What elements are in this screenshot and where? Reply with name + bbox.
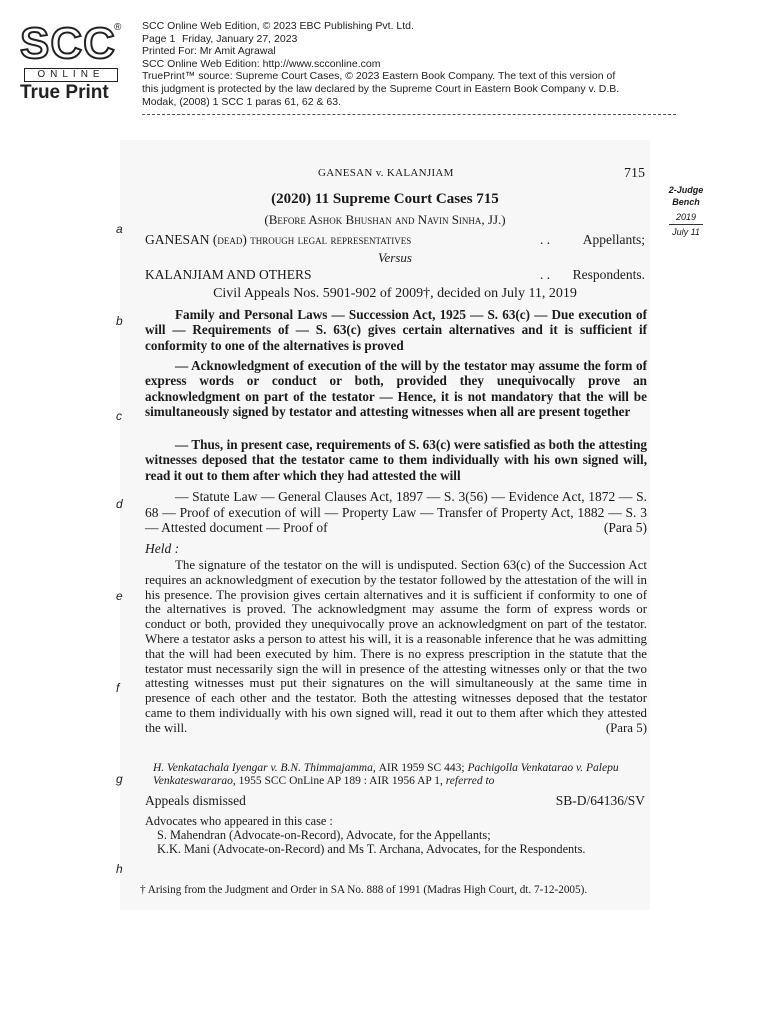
headnote-3: — Thus, in present case, requirements of S. 63(c) were satisfied as both the attesting witnesses deposed that the testator came to them individually with his own signed will, read it out to them after which they had attested the will xyxy=(145,437,647,483)
meta-page-label: Page 1 xyxy=(142,32,176,45)
appellant-role: Appellants; xyxy=(582,232,645,247)
reference-2-citation: 1955 SCC OnLine AP 189 : AIR 1956 AP 1, xyxy=(238,775,443,788)
reference-1: H. Venkatachala Iyengar v. B.N. Thimmajamma, xyxy=(153,762,376,774)
advocates-heading: Advocates who appeared in this case : xyxy=(145,814,333,828)
side-note-bench: Bench xyxy=(672,197,700,207)
held-label: Held : xyxy=(145,541,180,556)
margin-letter-h: h xyxy=(116,862,123,876)
reference-tail: referred to xyxy=(445,775,495,788)
bench-judges: (Before Ashok Bhushan and Navin Sinha, JJ.) xyxy=(264,212,506,227)
disposal-text: Appeals dismissed xyxy=(145,793,246,808)
meta-page-line xyxy=(142,33,662,46)
side-note-year: 2019 xyxy=(675,212,697,222)
advocates-respondents: K.K. Mani (Advocate-on-Record) and Ms T. Archana, Advocates, for the Respondents. xyxy=(157,842,586,857)
running-title: GANESAN v. KALANJIAM xyxy=(318,167,454,179)
respondent-name: KALANJIAM AND OTHERS xyxy=(145,267,312,282)
side-note-date: July 11 xyxy=(672,227,700,237)
margin-letter-f: f xyxy=(116,681,120,695)
keywords-text: — Statute Law — General Clauses Act, 1897 — S. 3(56) — Evidence Act, 1872 — S. 68 — Proof of execution of will — Property Law — Transfer of Property Act, 1882 — S. 3 — Attested document — Proof of xyxy=(145,489,647,536)
held-text: The signature of the testator on the will is undisputed. Section 63(c) of the Succession Act requires an acknowledgment of execution by the testator followed by the attestation of the will in his presence. The provision gives certain alternatives and it is sufficient if conformity to one of the alternatives is proved. The acknowledgment may assume the form of express words or conduct or both, provided they unequivocally prove an acknowledgment on part of the testator. Where a testator asks a person to attest his will, it is a reasonable inference that he was admitting that the will had been executed by him. There is no express prescription in the statute that the testator must necessarily sign the will in presence of the attesting witnesses only or that the two attesting witnesses must put their signatures on the will simultaneously at the same time in presence of each other and the testator. Both the attesting witnesses deposed that the testator came to them individually with his own signed will, read it out to them after which they attested the will. xyxy=(145,558,647,735)
appellant-name: GANESAN (dead) through legal representatives xyxy=(145,232,412,247)
side-note xyxy=(656,184,716,238)
margin-letter-g: g xyxy=(116,772,123,786)
meta-trueprint-source: TruePrint™ source: Supreme Court Cases, © 2023 Eastern Book Company. The text of this version of xyxy=(142,70,616,83)
held-paragraph xyxy=(145,558,647,736)
appellant-dots: . . xyxy=(540,232,551,247)
keywords-para-ref: (Para 5) xyxy=(603,520,647,536)
side-note-bench-size: 2-Judge xyxy=(668,185,704,195)
advocates-appellants: S. Mahendran (Advocate-on-Record), Advocate, for the Appellants; xyxy=(157,828,491,843)
respondent-dots: . . xyxy=(540,267,551,282)
print-metadata xyxy=(142,20,662,108)
logo-true-print-text: True Print xyxy=(20,82,109,103)
margin-letter-b: b xyxy=(116,314,123,328)
meta-modak-citation: Modak, (2008) 1 SCC 1 paras 61, 62 & 63. xyxy=(142,95,342,108)
case-citation: (2020) 11 Supreme Court Cases 715 xyxy=(271,191,499,207)
keywords-paragraph xyxy=(145,489,647,536)
logo-registered-mark: ® xyxy=(114,22,122,33)
meta-copyright: SCC Online Web Edition, © 2023 EBC Publishing Pvt. Ltd. xyxy=(142,20,414,32)
page-number: 715 xyxy=(624,166,645,181)
meta-printed-for: Printed For: Mr Amit Agrawal xyxy=(142,45,276,58)
scc-online-logo xyxy=(16,19,134,106)
print-header xyxy=(8,14,768,120)
meta-page-date: Friday, January 27, 2023 xyxy=(182,32,298,45)
sb-code: SB-D/64136/SV xyxy=(555,793,645,808)
margin-letter-d: d xyxy=(116,497,123,511)
headnote-2: — Acknowledgment of execution of the will by the testator may assume the form of express words or conduct or both, provided they unequivocally prove an acknowledgment on part of the testator — Hence, it is not mandatory that the will be simultaneously signed by testator and attesting witnesses when all are present together xyxy=(145,358,647,420)
held-para-ref: (Para 5) xyxy=(605,720,647,735)
bench-line xyxy=(120,212,650,228)
header-divider xyxy=(142,114,676,115)
margin-letter-a: a xyxy=(116,222,123,236)
margin-letter-e: e xyxy=(116,589,123,603)
references xyxy=(153,762,647,788)
logo-online-text: ONLINE xyxy=(24,68,118,82)
margin-letter-c: c xyxy=(116,409,122,423)
case-number-line: Civil Appeals Nos. 5901-902 of 2009†, decided on July 11, 2019 xyxy=(213,286,577,301)
logo-scc-text: SCC xyxy=(20,19,116,68)
respondent-role: Respondents. xyxy=(572,267,645,282)
advocates-block xyxy=(145,814,647,857)
meta-protection-notice: this judgment is protected by the law declared by the Supreme Court in Eastern Book Company v. D.B. xyxy=(142,82,620,95)
footnote: † Arising from the Judgment and Order in SA No. 888 of 1991 (Madras High Court, dt. 7-12-2005). xyxy=(140,884,588,896)
reference-1-citation: AIR 1959 SC 443; xyxy=(378,762,465,774)
headnote-1: Family and Personal Laws — Succession Act, 1925 — S. 63(c) — Due execution of will — Requirements of — S. 63(c) gives certain alternatives and it is sufficient if conformity to one of the alternatives is proved xyxy=(145,307,647,353)
reference-2: Pachigolla Venkatarao v. Palepu Venkateswararao, xyxy=(153,762,619,788)
side-note-rule xyxy=(669,224,703,225)
disposal-row xyxy=(145,793,645,809)
meta-web-edition: SCC Online Web Edition: http://www.scconline.com xyxy=(142,57,381,70)
versus-label: Versus xyxy=(378,250,412,265)
